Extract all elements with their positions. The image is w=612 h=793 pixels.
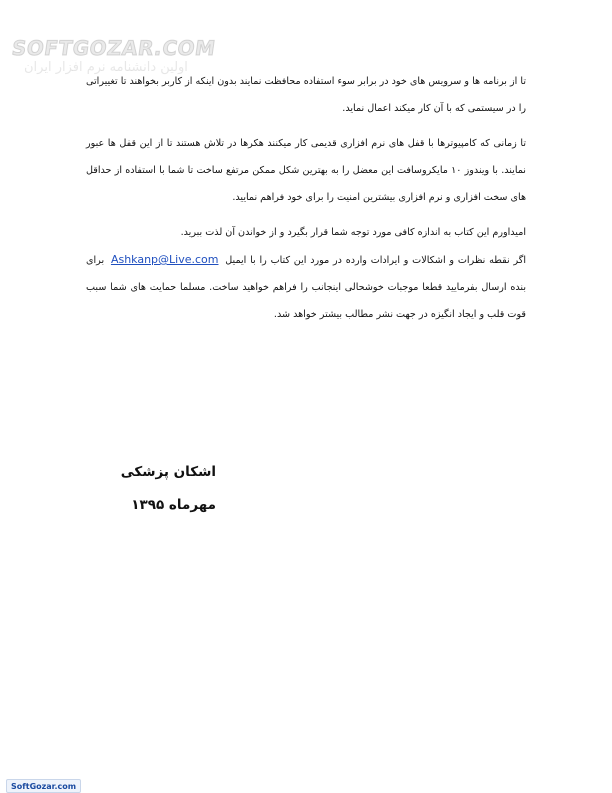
footer-logo: SoftGozar.com — [6, 779, 81, 793]
signature-block — [121, 456, 216, 522]
paragraph: امیداورم این کتاب به اندازه کافی مورد توجه شما قرار بگیرد و از خواندن آن لذت ببرید. — [180, 227, 526, 238]
paragraph-text: برای بنده ارسال بفرمایید قطعا موجبات خوشحالی اینجانب را فراهم خواهید ساخت. مسلما حمایت های شما سبب قوت قلب و ایجاد انگیزه در جهت نشر مطالب بیشتر خواهد شد. — [86, 255, 526, 320]
paragraph-text: اگر نقطه نظرات و اشکالات و ایرادات وارده در مورد این کتاب را با ایمیل — [225, 255, 526, 266]
watermark-logo: SOFTGOZAR.COM — [10, 36, 218, 60]
paragraph-contact — [86, 246, 526, 328]
signature-date: مهرماه ۱۳۹۵ — [131, 497, 216, 513]
body-text — [86, 68, 526, 336]
watermark-subtitle: اولین دانشنامه نرم افزار ایران — [24, 60, 188, 75]
email-link[interactable]: Ashkanp@Live.com — [110, 253, 219, 266]
paragraph: تا زمانی که کامپیوترها با قفل های نرم افزاری قدیمی کار میکنند هکرها در تلاش هستند تا از این قفل ها عبور نمایند. با ویندوز ۱۰ مایکروسافت این معضل را به بهترین شکل ممکن مرتفع ساخت تا شما با استفاده از حداقل های سخت افزاری و نرم افزاری بیشترین امنیت را برای خود فراهم نمایید. — [86, 138, 526, 203]
author-name: اشکان پزشکی — [120, 464, 216, 480]
paragraph: تا از برنامه ها و سرویس های خود در برابر سوء استفاده محافظت نمایند بدون اینکه از کاربر بخواهند تا تغییراتی را در سیستمی که با آن کار میکند اعمال نماید. — [86, 76, 526, 114]
